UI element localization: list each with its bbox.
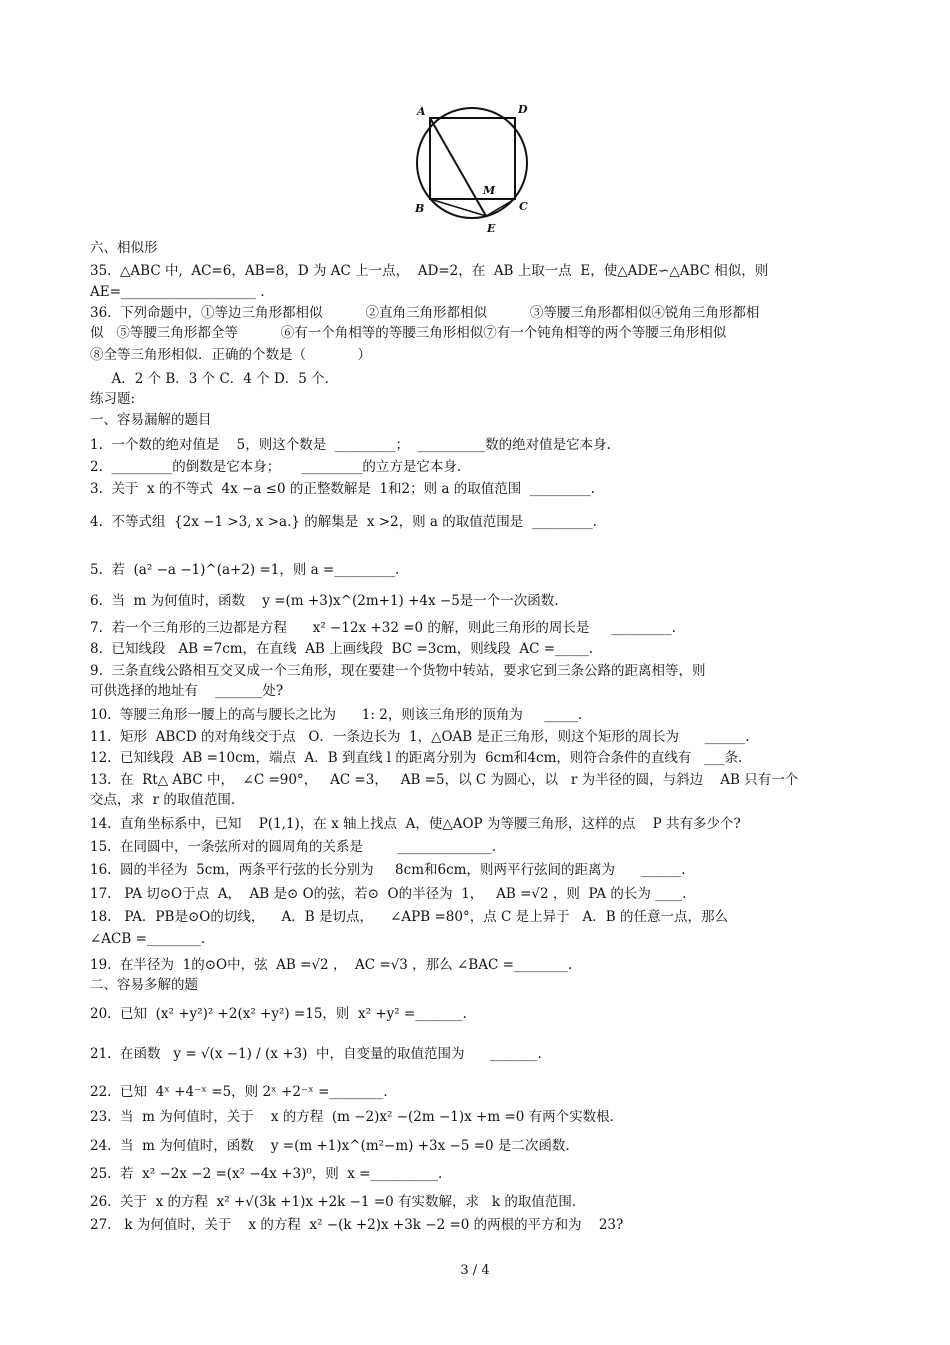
problem-line: 36. 下列命题中，①等边三角形都相似 ②直角三角形都相似 ③等腰三角形都相似④锐角三角形都相	[90, 305, 760, 321]
label-a: A	[417, 105, 426, 118]
problem-line: 3. 关于 x 的不等式 4x −a ≤0 的正整数解是 1和2；则 a 的取值范围 _________.	[90, 481, 595, 497]
problem-line: ⑧全等三角形相似．正确的个数是（ ）	[90, 347, 371, 363]
page-number: 3 / 4	[460, 1263, 490, 1278]
problem-line: 20. 已知 (x² +y²)² +2(x² +y²) =15，则 x² +y² =_______.	[90, 1006, 467, 1022]
problem-line: 14. 直角坐标系中，已知 P(1,1)，在 x 轴上找点 A，使△AOP 为等腰三角形，这样的点 P 共有多少个?	[90, 816, 741, 832]
problem-line: ∠ACB =________.	[90, 931, 206, 947]
label-m: M	[483, 184, 496, 197]
label-b: B	[415, 202, 425, 215]
answer-choices: A．2 个 B．3 个 C．4 个 D．5 个.	[90, 371, 329, 387]
square-abcd	[430, 118, 515, 199]
label-e: E	[487, 222, 496, 235]
problem-line: 7. 若一个三角形的三边都是方程 x² −12x +32 =0 的解，则此三角形的周长是 _________.	[90, 620, 676, 636]
problem-line: 12. 已知线段 AB =10cm，端点 A．B 到直线 l 的距离分别为 6cm和4cm，则符合条件的直线有 ___条.	[90, 750, 743, 766]
problem-line: 13. 在 Rt△ ABC 中， ∠C =90°， AC =3， AB =5，以 C 为圆心，以 r 为半径的圆，与斜边 AB 只有一个	[90, 772, 799, 788]
problem-line: 6. 当 m 为何值时，函数 y =(m +3)x^(2m+1) +4x −5是一个一次函数.	[90, 593, 559, 609]
problem-line: 5. 若 (a² −a −1)^(a+2) =1，则 a =_________.	[90, 562, 400, 578]
section-heading: 六、相似形	[90, 240, 158, 256]
section-heading: 一、容易漏解的题目	[90, 412, 212, 428]
problem-line: 交点，求 r 的取值范围.	[90, 792, 236, 808]
label-c: C	[519, 200, 528, 213]
problem-line: 15. 在同圆中，一条弦所对的圆周角的关系是 ______________.	[90, 839, 497, 855]
problem-line: 24. 当 m 为何值时，函数 y =(m +1)x^(m²−m) +3x −5 =0 是二次函数.	[90, 1138, 570, 1154]
problem-line: 23. 当 m 为何值时，关于 x 的方程 (m −2)x² −(2m −1)x +m =0 有两个实数根.	[90, 1109, 614, 1125]
problem-line: 21. 在函数 y = √(x −1) / (x +3) 中，自变量的取值范围为 _______.	[90, 1046, 542, 1062]
problem-line: 10. 等腰三角形一腰上的高与腰长之比为 1: 2，则该三角形的顶角为 _____.	[90, 707, 583, 723]
segment-ce	[486, 199, 515, 216]
problem-line: 2. _________的倒数是它本身； _________的立方是它本身.	[90, 459, 462, 475]
problem-line: 16. 圆的半径为 5cm，两条平行弦的长分别为 8cm和6cm，则两平行弦间的距离为 ______.	[90, 862, 686, 878]
problem-line: 17. PA 切⊙O于点 A， AB 是⊙ O的弦，若⊙ O的半径为 1， AB =√2 ，则 PA 的长为 ____.	[90, 886, 687, 902]
problem-line: 26. 关于 x 的方程 x² +√(3k +1)x +2k −1 =0 有实数解，求 k 的取值范围.	[90, 1194, 577, 1210]
problem-line: 18. PA．PB是⊙O的切线， A．B 是切点， ∠APB =80°，点 C 是上异于 A．B 的任意一点，那么	[90, 909, 728, 925]
problem-line: 35. △ABC 中, AC=6，AB=8，D 为 AC 上一点， AD=2，在 AB 上取一点 E，使△ADE∽△ABC 相似，则	[90, 263, 769, 279]
problem-line: 4. 不等式组 {2x −1 >3, x >a.} 的解集是 x >2，则 a 的取值范围是 _________.	[90, 514, 597, 530]
problem-line: 27. k 为何值时，关于 x 的方程 x² −(k +2)x +3k −2 =0 的两根的平方和为 23?	[90, 1217, 624, 1233]
problem-line: 可供选择的地址有 _______处?	[90, 683, 284, 699]
problem-line: 22. 已知 4ˣ +4⁻ˣ =5，则 2ˣ +2⁻ˣ =________.	[90, 1084, 388, 1100]
problem-line: AE=____________________ .	[90, 284, 265, 300]
problem-line: 8. 已知线段 AB =7cm，在直线 AB 上画线段 BC =3cm，则线段 AC =_____.	[90, 641, 594, 657]
problem-line: 1. 一个数的绝对值是 5，则这个数是 _________； __________数的绝对值是它本身.	[90, 437, 611, 453]
section-heading: 练习题:	[90, 391, 136, 407]
problem-line: 25. 若 x² −2x −2 =(x² −4x +3)⁰，则 x =__________.	[90, 1166, 443, 1182]
section-heading: 二、容易多解的题	[90, 977, 198, 993]
label-d: D	[518, 103, 528, 116]
problem-line: 19. 在半径为 1的⊙O中，弦 AB =√2 ， AC =√3 ，那么 ∠BAC =________.	[90, 957, 573, 973]
problem-line: 似 ⑤等腰三角形都全等 ⑥有一个角相等的等腰三角形相似⑦有一个钝角相等的两个等腰三角形相似	[90, 325, 727, 341]
geometry-figure	[405, 95, 535, 235]
problem-line: 9. 三条直线公路相互交叉成一个三角形，现在要建一个货物中转站，要求它到三条公路的距离相等，则	[90, 663, 706, 679]
problem-line: 11. 矩形 ABCD 的对角线交于点 O．一条边长为 1，△OAB 是正三角形，则这个矩形的周长为 ______.	[90, 729, 750, 745]
